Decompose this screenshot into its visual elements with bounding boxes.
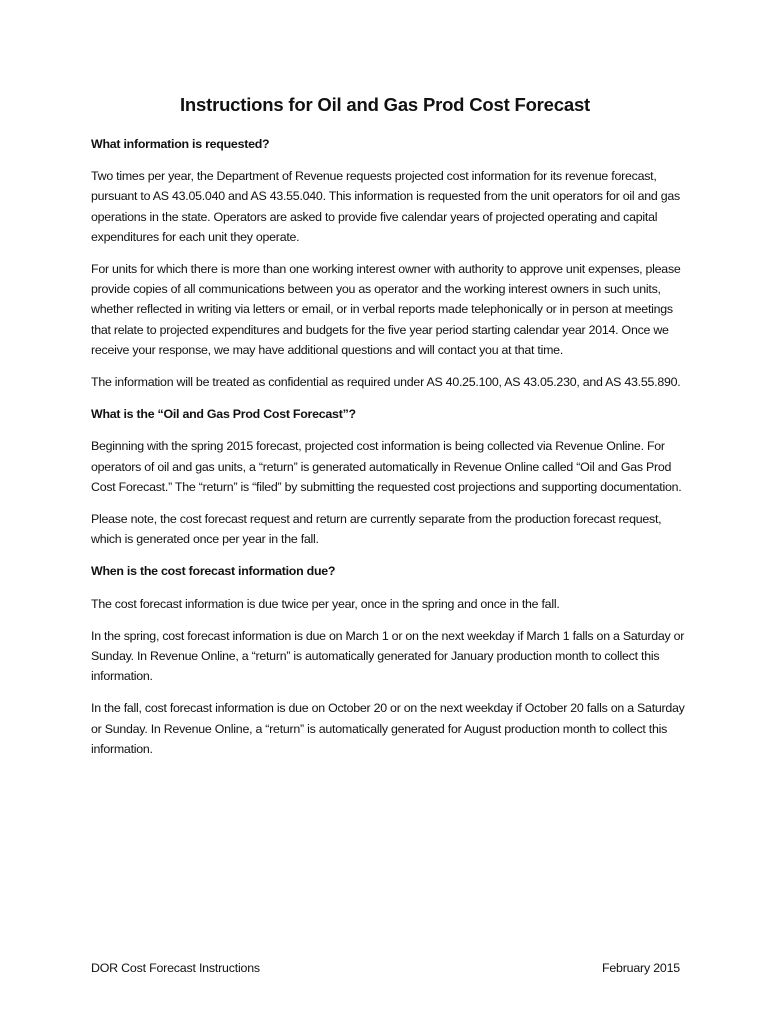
paragraph: In the spring, cost forecast information is due on March 1 or on the next weekday if March 1 falls on a Saturday or Sunday. In Revenue Online, a “return” is automatically generated for January production month to collect this information.: [91, 628, 685, 684]
paragraph: Two times per year, the Department of Revenue requests projected cost information for its revenue forecast, pursuant to AS 43.05.040 and AS 43.55.040. This information is requested from the unit operators for oil and gas operations in the state. Operators are asked to provide five calendar years of projected operating and capital expenditures for each unit they operate.: [91, 169, 680, 244]
section-heading-due: When is the cost forecast information due?: [91, 564, 336, 579]
paragraph: Beginning with the spring 2015 forecast, projected cost information is being collected via Revenue Online. For operators of oil and gas units, a “return” is generated automatically in Revenue Online called “Oil and Gas Prod Cost Forecast.” The “return” is “filed” by submitting the requested cost projections and supporting documentation.: [91, 439, 682, 494]
paragraph: Please note, the cost forecast request and return are currently separate from the production forecast request, which is generated once per year in the fall.: [91, 512, 662, 547]
document-title: Instructions for Oil and Gas Prod Cost Forecast: [179, 94, 590, 115]
section-heading-requested: What information is requested?: [91, 137, 270, 151]
paragraph: In the fall, cost forecast information is due on October 20 or on the next weekday if October 20 falls on a Saturday or Sunday. In Revenue Online, a “return” is automatically generated for August production month to collect this information.: [91, 701, 685, 756]
paragraph: For units for which there is more than one working interest owner with authority to approve unit expenses, please provide copies of all communications between you as operator and the working interest owners in such units, whether reflected in writing via letters or email, or in verbal reports made telephonically or in person at meetings that relate to projected expenditures and budgets for the five year period starting calendar year 2014. Once we receive your response, we may have additional questions and will contact you at that time.: [91, 262, 681, 357]
paragraph: The cost forecast information is due twice per year, once in the spring and once in the fall.: [91, 596, 560, 611]
paragraph: The information will be treated as confidential as required under AS 40.25.100, AS 43.05.230, and AS 43.55.890.: [91, 375, 681, 390]
document-body: [91, 134, 687, 771]
footer-date: February 2015: [602, 961, 680, 975]
footer-document-name: DOR Cost Forecast Instructions: [91, 961, 260, 975]
section-heading-what-is: What is the “Oil and Gas Prod Cost Forecast”?: [91, 407, 356, 422]
